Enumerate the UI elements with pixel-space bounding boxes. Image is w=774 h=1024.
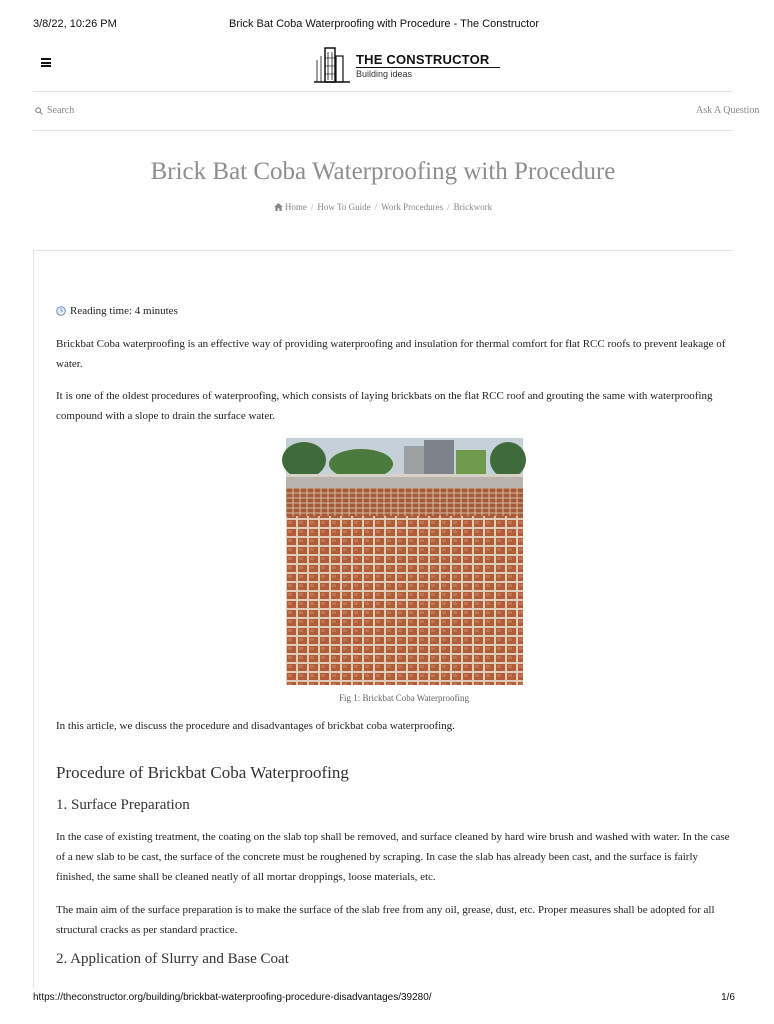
menu-icon[interactable]: [41, 58, 51, 66]
logo-divider: [356, 67, 500, 68]
site-header: [33, 40, 733, 92]
logo-name: THE CONSTRUCTOR: [356, 52, 490, 67]
breadcrumb-home[interactable]: Home: [284, 202, 307, 212]
clock-icon: [56, 306, 66, 316]
site-logo[interactable]: [312, 44, 502, 84]
home-icon: [274, 203, 283, 211]
intro-paragraph: Brickbat Coba waterproofing is an effective way of providing waterproofing and insulation for thermal comfort for flat RCC roofs to prevent leakage of water.: [56, 338, 726, 370]
page-title: Brick Bat Coba Waterproofing with Procedure: [150, 158, 616, 185]
breadcrumb-brickwork[interactable]: Brickwork: [453, 202, 493, 212]
print-url: https://theconstructor.org/building/brickbat-waterproofing-procedure-disadvantages/39280/: [33, 992, 432, 1003]
breadcrumb: Home / How To Guide / Work Procedures / Brickwork: [33, 202, 733, 212]
building-logo-icon: [312, 46, 352, 84]
breadcrumb-how-to-guide[interactable]: How To Guide: [317, 202, 371, 212]
surface-preparation-paragraph-1: In the case of existing treatment, the coating on the slab top shall be removed, and surface cleaned by hard wire brush and washed with water. In the case of a new slab to be cast, the surface of the concrete must be roughened by scraping. In case the slab has already been cast, and the surface is fairly finished, the same shall be cleaned neatly of all mortar droppings, loose materials, etc.: [56, 831, 730, 883]
procedure-heading: Procedure of Brickbat Coba Waterproofing: [56, 763, 349, 782]
article-summary-paragraph: In this article, we discuss the procedure and disadvantages of brickbat coba waterproofing.: [56, 720, 455, 732]
print-page-number: 1/6: [721, 992, 735, 1003]
print-header: [0, 0, 768, 40]
title-area: [33, 131, 733, 251]
oldest-procedure-paragraph: It is one of the oldest procedures of waterproofing, which consists of laying brickbats on the flat RCC roof and grouting the same with waterproofing compound with a slope to drain the surface water.: [56, 390, 713, 422]
search-bar: [33, 92, 760, 131]
search-input[interactable]: [35, 105, 74, 116]
surface-preparation-heading: 1. Surface Preparation: [56, 797, 190, 813]
figure-caption: Fig 1: Brickbat Coba Waterproofing: [338, 693, 470, 703]
logo-tagline: Building ideas: [356, 69, 413, 79]
reading-time-text: Reading time: 4 minutes: [70, 305, 178, 317]
surface-preparation-paragraph-2: The main aim of the surface preparation is to make the surface of the slab free from any oil, grease, dust, etc. Proper measures shall be adopted for all structural cracks as per standard practice.: [56, 904, 715, 936]
print-datetime: 3/8/22, 10:26 PM: [33, 18, 117, 30]
print-doc-title: Brick Bat Coba Waterproofing with Procedure - The Constructor: [229, 18, 539, 30]
article-content: [33, 251, 733, 988]
breadcrumb-work-procedures[interactable]: Work Procedures: [381, 202, 444, 212]
search-placeholder: Search: [47, 105, 75, 116]
slurry-base-coat-heading: 2. Application of Slurry and Base Coat: [56, 951, 289, 967]
brickbat-coba-photo: [286, 438, 523, 685]
search-icon: [35, 107, 43, 115]
ask-question-button[interactable]: [693, 105, 760, 116]
print-footer: [0, 988, 768, 1024]
ask-label: Ask A Question: [696, 105, 760, 116]
reading-time: [56, 305, 736, 317]
